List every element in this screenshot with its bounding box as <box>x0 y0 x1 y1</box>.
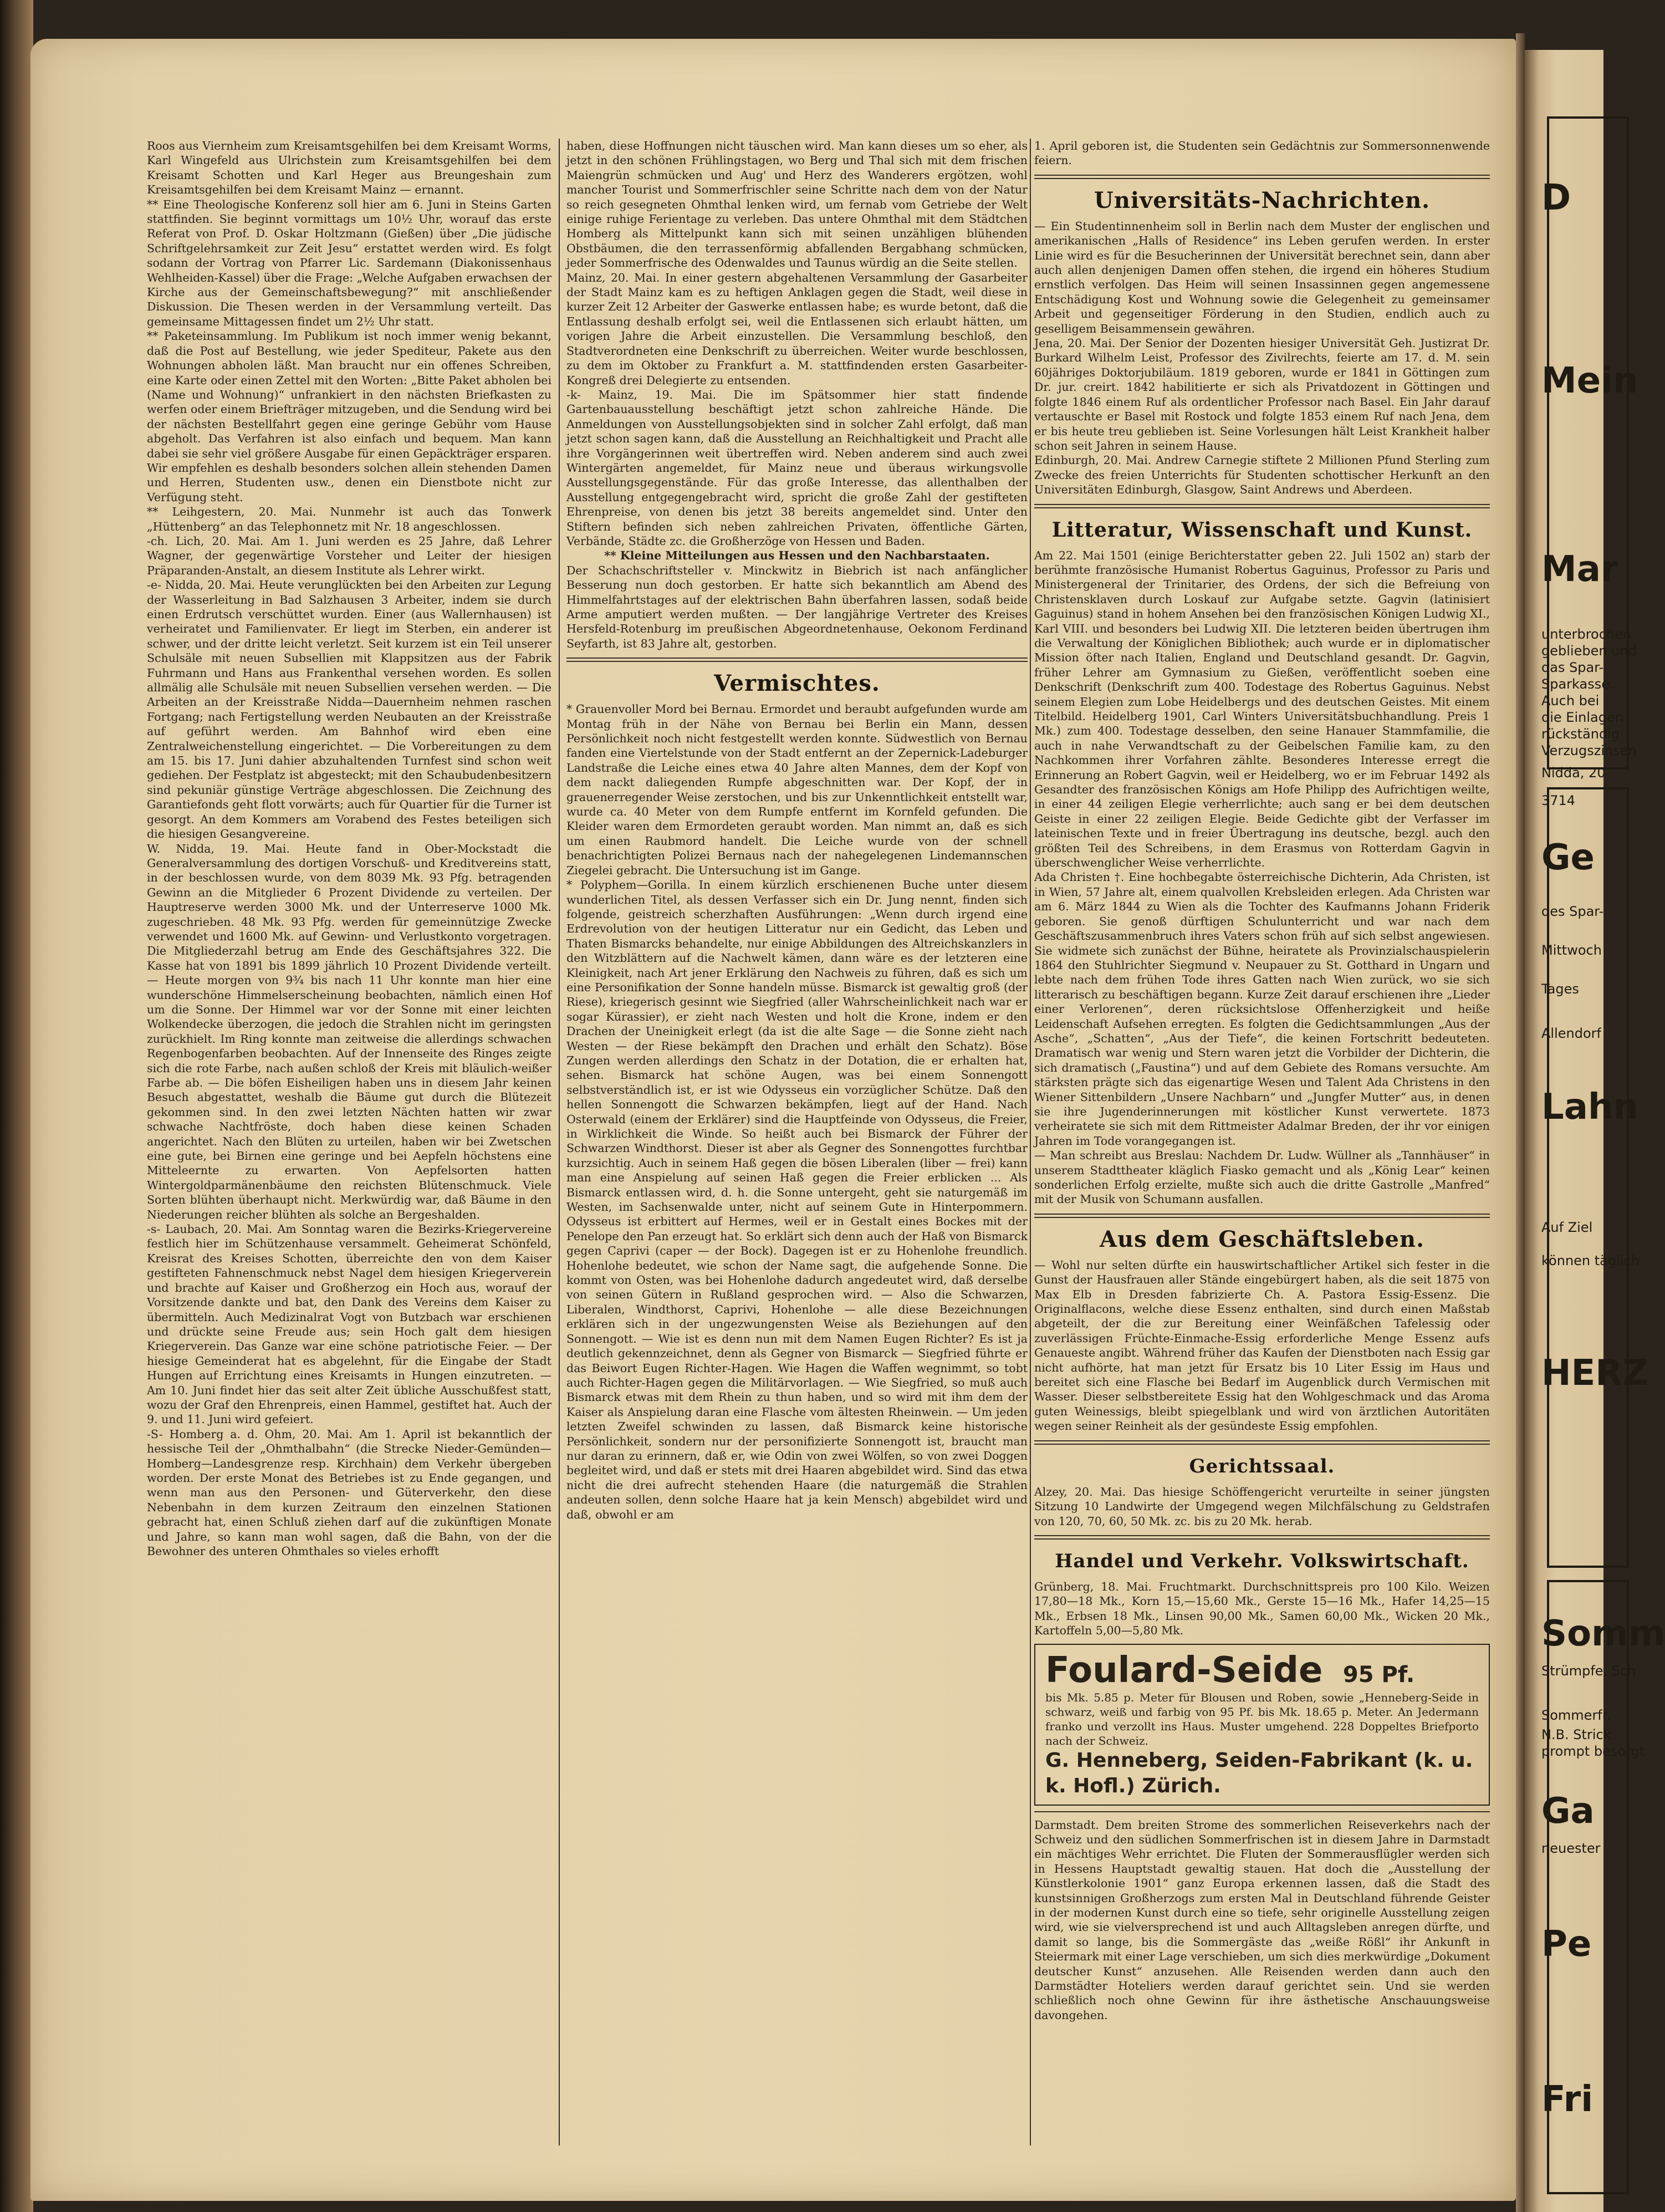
section-divider <box>566 658 1028 662</box>
adjacent-text: rückständig <box>1541 726 1620 742</box>
article-text: -ch. Lich, 20. Mai. Am 1. Juni werden es 25 Jahre, daß Lehrer Wagner, der gegenwärtige Vorsteher und Leiter der hiesigen Präparanden-Anstalt, an diesem Institute als Lehrer wirkt. <box>147 534 551 577</box>
article-text: Mainz, 20. Mai. In einer gestern abgehaltenen Versammlung der Gasarbeiter der Stadt Mainz kam es zu heftigen Anklagen gegen die Stadt, weil diese in kurzer Zeit 12 Arbeiter der Gaswerke entlassen habe; es wurde betont, daß die Entlassung deshalb erfolgt sei, weil die Entlassenen sich erlaubt hätten, um vorigen Jahre die Arbeit einzustellen. Die Versammlung beschloß, den Stadtverordneten eine Denkschrift zu überreichen. Weiter wurde beschlossen, zu dem im Oktober zu Frankfurt a. M. stattfindenden ersten Gasarbeiter-Kongreß drei Delegierte zu entsenden. <box>566 271 1028 387</box>
article-text: Roos aus Viernheim zum Kreisamtsgehilfen bei dem Kreisamt Worms, Karl Wingefeld aus Ulrichstein zum Kreisamtsgehilfen bei dem Kreisamt Schotten und Karl Heger aus Breungeshain zum Kreisamtsgehilfen bei dem Kreisamt Mainz — ernannt. <box>147 139 551 197</box>
section-divider <box>1034 1811 1490 1812</box>
adjacent-text: Nidda, 20 <box>1541 765 1606 781</box>
adjacent-text: Pe <box>1541 1924 1592 1965</box>
article-text: 1. April geboren ist, die Studenten sein Gedächtnis zur Sommersonnenwende feiern. <box>1034 139 1490 167</box>
article-text: haben, diese Hoffnungen nicht täuschen wird. Man kann dieses um so eher, als jetzt in den schönen Frühlingstagen, wo Berg und Thal sich mit dem frischen Maiengrün schmücken und Aug' und Herz des Wanderers ergötzen, wohl mancher Tourist und Sommerfrischler seine Schritte nach dem von der Natur so reich gesegneten Ohmthal lenken wird, um fernab vom Getriebe der Welt einige ruhige Ferientage zu verleben. Das untere Ohmthal mit dem Städtchen Homberg als Mittelpunkt kann sich mit seinen unzähligen blühenden Obstbäumen, die den terrassenförmig abfallenden Bergabhang schmücken, jeder Sommerfrische des Odenwaldes und Taunus würdig an die Seite stellen. <box>566 139 1028 270</box>
adjacent-text: Mar <box>1541 549 1618 590</box>
section-divider <box>1034 1535 1490 1540</box>
adjacent-text: Somm <box>1541 1613 1665 1654</box>
article-text: W. Nidda, 19. Mai. Heute fand in Ober-Mockstadt die Generalversammlung des dortigen Vorschuß- und Kreditvereins statt, in der beschlossen wurde, von dem 8039 Mk. 93 Pfg. betragenden Gewinn an die Mitglieder 6 Prozent Dividende zu verteilen. Der Hauptreserve werden 3000 Mk. und der Unterreserve 1000 Mk. zugeschrieben. 48 Mk. 93 Pfg. werden für gemeinnützige Zwecke verwendet und 1600 Mk. auf Gewinn- und Verlustkonto vorgetragen. Die Mitgliederzahl betrug am Ende des Geschäftsjahres 322. Die Kasse hat von 1891 bis 1899 jährlich 10 Prozent Dividende verteilt. — Heute morgen von 9¾ bis nach 11 Uhr konnte man hier eine wunderschöne Himmelserscheinung beobachten, nämlich einen Hof um die Sonne. Der Himmel war vor der Sonne mit einer leichten Wolkendecke überzogen, die jedoch die Strahlen nicht im geringsten zurückhielt. Im Ring konnte man zeitweise die allerdings schwachen Regenbogenfarben beobachten. Auf der Innenseite des Ringes zeigte sich die rote Farbe, nach außen schloß der Kreis mit bläulich-weißer Farbe ab. — Die böfen Eisheiligen haben uns in diesem Jahr keinen Besuch abgestattet, weshalb die Bäume gut durch die Blütezeit gekommen sind. In den zwei letzten Nächten hatten wir zwar schwache Nachtfröste, doch haben diese keinen Schaden angerichtet. Nach den Blüten zu urteilen, haben wir bei Zwetschen eine gute, bei Birnen eine geringe und bei Aepfeln höchstens eine Mitteleernte zu erwarten. Von Aepfelsorten hatten Wintergoldparmänenbäume den reichsten Blütenschmuck. Viele Sorten blühten überhaupt nicht. Merkwürdig war, daß Bäume in den Niederungen reicher blühten als solche an Bergeshalden. <box>147 842 551 1221</box>
article-text: Edinburgh, 20. Mai. Andrew Carnegie stiftete 2 Millionen Pfund Sterling zum Zwecke des freien Unterrichts für Studenten schottischer Herkunft an den Universitäten Edinburgh, Glasgow, Saint Andrews und Aberdeen. <box>1034 453 1490 497</box>
article-text: ** Leihgestern, 20. Mai. Nunmehr ist auch das Tonwerk „Hüttenberg“ an das Telephonnetz mit Nr. 18 angeschlossen. <box>147 505 551 533</box>
adjacent-text: des Spar- <box>1541 904 1604 919</box>
adjacent-text: Sommerfr. <box>1541 1708 1611 1723</box>
article-text: Am 22. Mai 1501 (einige Berichterstatter geben 22. Juli 1502 an) starb der berühmte französische Humanist Robertus Gaguinus, Professor zu Paris und Ministergeneral der Trinitarier, des Ordens, der sich die Befreiung von Christensklaven durch Loskauf zur Aufgabe setzte. Gagvin (latinisiert Gaguinus) stand in hohem Ansehen bei den französischen Königen Ludwig XI., Karl VIII. und besonders bei Ludwig XII. Die letzteren beiden übertrugen ihm die Verwaltung der Königlichen Bibliothek; auch wurde er in diplomatischer Mission öfter nach Italien, England und Deutschland gesandt. Dr. Gagvin, früher Lehrer am Gymnasium zu Gießen, veröffentlicht soeben eine Denkschrift (Denkschrift zum 400. Todestage des Robertus Gaguinus. Nebst seinem Elegien zum Lobe Heidelbergs und des deutschen Geistes. Mit einem Titelbild. Heidelberg 1901, Carl Winters Universitätsbuchhandlung. Preis 1 Mk.) zum 400. Todestage desselben, den seine Hanauer Stammfamilie, die auch in nahe Verwandtschaft zu der Geibelschen Familie kam, zu den Nachkommen ihrer Vorfahren zählte. Besonderes Interesse erregt die Erinnerung an Robert Gagvin, weil er Heidelberg, wo er im Februar 1492 als Gesandter des französischen Königs am Hofe Philipp des Aufrichtigen weilte, in einer 44 zeiligen Elegie verherrlichte; auch sang er bei dem deutschen Geiste in einer 22 zeiligen Elegie. Beide Gedichte gibt der Verfasser im lateinischen Texte und in freier Übertragung ins deutsche, bezgl. auch den größten Teil des Schreibens, in dem Erasmus von Rotterdam Gagvin in überschwenglicher Weise verherrlichte. <box>1034 548 1490 870</box>
article-text: -k- Mainz, 19. Mai. Die im Spätsommer hier statt findende Gartenbauausstellung beschäftigt jetzt schon zahlreiche Hände. Die Anmeldungen von Ausstellungsobjekten sind in solcher Zahl erfolgt, daß man jetzt schon sagen kann, daß die Ausstellung an Reichhaltigkeit und Pracht alle ihre Vorgängerinnen weit übertreffen wird. Neben anderem sind auch zwei Wintergärten angemeldet, für Mainz neue und überaus wirkungsvolle Ausstellungsgegenstände. Für das große Interesse, das allenthalben der Ausstellung entgegengebracht wird, spricht die große Zahl der gestifteten Ehrenpreise, von denen bis jetzt 38 bereits angemeldet sind. Unter den Stiftern befinden sich neben zahlreichen Privaten, öffentliche Gärten, Verbände, Städte zc. die Großherzöge von Hessen und Baden. <box>566 388 1028 548</box>
adjacent-text: Mittwoch <box>1541 942 1602 958</box>
adjacent-text: N.B. Strick <box>1541 1727 1611 1742</box>
section-title-litteratur: Litteratur, Wissenschaft und Kunst. <box>1051 518 1473 542</box>
adjacent-text: Allendorf <box>1541 1026 1601 1041</box>
article-text: Ada Christen †. Eine hochbegabte österreichische Dichterin, Ada Christen, ist in Wien, 57 Jahre alt, einem qualvollen Krebsleiden erlegen. Ada Christen war am 6. März 1844 zu Wien als die Tochter des Kaufmanns Johann Friderik geboren. Sie genoß dürftigen Schulunterricht und war nach dem Geschäftszusammenbruch ihres Vaters schon früh auf sich selbst angewiesen. Sie widmete sich zunächst der Bühne, heiratete als Provinzialschauspielerin 1864 den Stuhlrichter Siegmund v. Neupauer zu St. Gotthard in Ungarn und lebte nach dem frühen Tode ihres Gatten nach Wien zurück, wo sie sich litterarisch zu beschäftigen begann. Kurze Zeit darauf erschienen ihre „Lieder einer Verlorenen“, deren rücksichtslose Offenherzigkeit und heiße Leidenschaft Aufsehen erregten. Es folgten die Gedichtsammlungen „Aus der Asche“, „Schatten“, „Aus der Tiefe“, die keinen Fortschritt bedeuteten. Dramatisch war wenig und Stern waren jetzt die Vorbilder der Dichterin, die sich dramatisch („Faustina“) und auf dem Gebiete des Romans versuchte. Am stärksten prägte sich das eigenartige Wesen und Talent Ada Christens in den Wiener Sittenbildern „Unsere Nachbarn“ und „Jungfer Mutter“ aus, in denen sie ihre Jugenderinnerungen mit köstlicher Kunst verwertete. 1873 verheiratete sie sich mit dem Rittmeister Adalmar Breden, der ihr vor einigen Jahren im Tode vorangegangen ist. <box>1034 870 1490 1148</box>
section-title-vermischtes: Vermischtes. <box>714 670 880 697</box>
ad-text: bis Mk. 5.85 p. Meter für Blousen und Roben, sowie „Henneberg-Seide in schwarz, weiß und farbig von 95 Pf. bis Mk. 18.65 p. Meter. An Jedermann franko und verzollt ins Haus. Muster umgehend. 228 Doppeltes Briefporto nach der Schweiz. <box>1045 1690 1479 1747</box>
article-text: * Polyphem—Gorilla. In einem kürzlich erschienenen Buche unter diesem wunderlichen Titel, als dessen Verfasser sich ein Dr. Jung nennt, finden sich folgende, geistreich scherzhaften Ausführungen: „Wenn durch irgend eine Erdrevolution von der heutigen Litteratur nur ein Gedicht, das Leben und Thaten Bismarcks behandelte, nur einige Abbildungen des Altreichskanzlers in den Witzblättern auf die Nachwelt kämen, dann wäre es der letzteren eine Kleinigkeit, nach Art jener Erklärung den Nachweis zu führen, daß es sich um eine Personifikation der Sonne handeln müsse. Bismarck ist gewaltig groß (der Riese), kriegerisch gesinnt wie Siegfried (aller Wahrscheinlichkeit nach war er sogar Kürassier), er zieht nach Westen und holt die Krone, indem er den Drachen der Uneinigkeit erlegt (da ist die alte Sage — die Sonne zieht nach Westen — der Riese bekämpft den Drachen und erhält den Schatz). Böse Zungen werden allerdings den Schatz in der Dotation, die er erhalten hat, sehen. Bismarck hat schöne Augen, was bei einem Sonnengott selbstverständlich ist, er ist wie Odysseus ein vorzüglicher Schütze. Daß den hellen Sonnengott die Schwarzen bekämpfen, liegt auf der Hand. Nach Osterwald (einem der Erklärer) sind die Hauptfeinde von Odysseus, die Freier, in Wirklichkeit die Winde. So heißt auch bei Bismarck der Führer der Schwarzen Windthorst. Dieser ist aber als Gegner des Sonnengottes furchtbar kurzsichtig. Auch in seinem Haß gegen die bösen Liberalen (liber — frei) kann man eine Anspielung auf seinen Haß gegen die Freier erblicken ... Als Bismarck entlassen wird, d. h. die Sonne untergeht, geht sie naturgemäß im Westen, im Sachsenwalde unter, nicht auf seinem Gute in Hinterpommern. Odysseus ist erbittert auf Hermes, weil er in Gestalt eines Bockes mit der Penelope den Pan erzeugt hat. So erklärt sich denn auch der Haß von Bismarck gegen Caprivi (caper — der Bock). Dagegen ist er zu Hohenlohe freundlich. Hohenlohe bedeutet, wie schon der Name sagt, die aufgehende Sonne. Die kommt von Osten, was bei Hohenlohe dadurch angedeutet wird, daß derselbe von seinen Gütern in Rußland gesprochen wird. — Also die Schwarzen, Liberalen, Windthorst, Caprivi, Hohenlohe — alle diese Bezeichnungen erklären sich in der ungezwungensten Weise als Beziehungen auf den Sonnengott. — Wie ist es denn nun mit dem Namen Eugen Richter? Es ist ja deutlich gekennzeichnet, denn als Gegner von Bismarck — Siegfried führte er das Beiwort Eugen Richter-Hagen. Wie Hagen die Waffen wegnimmt, so tobt auch Richter-Hagen gegen die Militärvorlagen. — Wie Siegfried, so muß auch Bismarck etwas mit dem Rhein zu thun haben, und so wird mit ihm dem der Kaiser als Anspielung daran eine Flasche vom ältesten Rheinwein. — Um jeden letzten Zweifel schwinden zu lassen, daß Bismarck keine historische Persönlichkeit, sondern nur der personifizierte Sonnengott ist, braucht man nur daran zu erinnern, daß er, wie Odin von zwei Wölfen, so von zwei Doggen begleitet wird, und daß er stets mit drei Haaren abgebildet wird. Sind das etwa nicht die drei aufrecht stehenden Haare (die naturgemäß die Strahlen andeuten sollen, denn solche Haare hat ja kein Mensch) abgebildet wird und daß, obwohl er am <box>566 878 1028 1521</box>
article-text: -e- Nidda, 20. Mai. Heute verunglückten bei den Arbeiten zur Legung der Wasserleitung in Bad Salzhausen 3 Arbeiter, indem sie durch einen Erdrutsch verschüttet wurden. Einer (aus Wallernhausen) ist verheiratet und Familienvater. Er liegt im Sterben, ein anderer ist schwer, und der dritte leicht verletzt. Seit kurzem ist ein Teil unserer Schulsäle mit neuen Subsellien mit Klappsitzen aus der Fabrik Fuhrmann und Hans aus Frankenthal versehen worden. Es sollen allmälig alle Schulsäle mit neuen Subsellien versehen werden. — Die Arbeiten an der Kreisstraße Nidda—Dauernheim nehmen raschen Fortgang; nach Fertigstellung werden Neubauten an der Kreisstraße auf geführt werden. Am Bahnhof wird eben eine Zentralweichenstellung eingerichtet. — Die Vorbereitungen zu dem am 15. bis 17. Juni dahier abzuhaltenden Turnfest sind schon weit gediehen. Der Festplatz ist abgesteckt; mit den Schaubudenbesitzern sind pekuniär günstige Verträge abgeschlossen. Die Zeichnung des Garantiefonds geht flott vorwärts; auch für Quartier für die Turner ist gesorgt. An dem Kommers am Vorabend des Festes beteiligen sich die hiesigen Gesangvereine. <box>147 578 551 841</box>
adjacent-text: Verzugszinsen <box>1541 743 1637 758</box>
section-title-gerichtssaal: Gerichtssaal. <box>1189 1455 1335 1477</box>
article-text: — Man schreibt aus Breslau: Nachdem Dr. Ludw. Wüllner als „Tannhäuser“ in unserem Stadttheater kläglich Fiasko gemacht und als „König Lear“ keinen sonderlichen Erfolg erzielte, mußte sich auch die dritte Gastrolle „Manfred“ mit der Musik von Schumann ausfallen. <box>1034 1149 1490 1206</box>
adjacent-text: D <box>1541 177 1571 218</box>
column-rule <box>559 139 560 2145</box>
page-edge <box>1516 33 1525 2212</box>
column-1 <box>147 139 551 1558</box>
adjacent-text: Strümpfe, Sch <box>1541 1663 1636 1679</box>
ad-firm: G. Henneberg, Seiden-Fabrikant (k. u. k. Hofl.) Zürich. <box>1045 1749 1473 1797</box>
article-text: Darmstadt. Dem breiten Strome des sommerlichen Reiseverkehrs nach der Schweiz und den südlichen Sommerfrischen ist in diesem Jahre in Darmstadt ein mächtiges Wehr errichtet. Die Fluten der Sommerausflügler werden sich in Hessens Hauptstadt gewaltig stauen. Hat doch die „Ausstellung der Künstlerkolonie 1901“ ganz Europa erkennen lassen, daß die Stadt des kunstsinnigen Großherzogs zum ersten Mal in Deutschland führende Geister in der modernen Kunst durch eine so tiefe, sehr originelle Ausstellung zeigen wird, wie sie vielversprechend ist und auch Alltagsleben anregen dürfte, und damit so lange, bis die Sommergäste das „weiße Rößl“ ihr Ankunft in Steiermark mit einer Lage verschieben, um sich dies merkwürdige „Dokument deutscher Kunst“ anzusehen. Alle Reisenden werden dann auch den Darmstädter Hoteliers werden darauf gerichtet sein. Und sie werden schließlich noch ohne Gewinn für ihre ästhetische Anschauungsweise davongehen. <box>1034 1818 1490 2022</box>
adjacent-text: geblieben und <box>1541 643 1637 659</box>
adjacent-text: 3714 <box>1541 793 1576 808</box>
adjacent-text: prompt besorgt <box>1541 1744 1645 1759</box>
section-title-handel-und-verkehr: Handel und Verkehr. Volkswirtschaft. <box>1055 1550 1469 1572</box>
column-rule <box>1030 139 1031 2145</box>
ad-price: 95 Pf. <box>1342 1661 1415 1688</box>
adjacent-text: unterbrochen <box>1541 626 1632 642</box>
article-text: — Ein Studentinnenheim soll in Berlin nach dem Muster der englischen und amerikanischen „Halls of Residence“ ins Leben gerufen werden. In erster Linie wird es für die Besucherinnen der Universität berechnet sein, dann aber auch allen denjenigen Damen offen stehen, die irgend ein höheres Studium ernstlich verfolgen. Das Heim will seinen Insassinnen gegen angemessene Entschädigung Kost und Wohnung sowie die Gelegenheit zu gemeinsamer Arbeit und gegenseitiger Förderung in den Studien, endlich auch zu geselligem Beisammensein gewähren. <box>1034 219 1490 335</box>
adjacent-text: Lahn <box>1541 1087 1639 1128</box>
adjacent-text: Ga <box>1541 1791 1595 1832</box>
adjacent-text: Fri <box>1541 2079 1594 2120</box>
article-text: Alzey, 20. Mai. Das hiesige Schöffengericht verurteilte in seiner jüngsten Sitzung 10 Landwirte der Umgegend wegen Milchfälschung zu Geldstrafen von 120, 70, 60, 50 Mk. zc. bis zu 20 Mk. herab. <box>1034 1485 1490 1528</box>
adjacent-text: Auf Ziel <box>1541 1220 1593 1235</box>
column-3 <box>1034 139 1490 2022</box>
article-text: Jena, 20. Mai. Der Senior der Dozenten hiesiger Universität Geh. Justizrat Dr. Burkard Wilhelm Leist, Professor des Zivilrechts, feierte am 17. d. M. sein 60jähriges Doktorjubiläum. 1819 geboren, wurde er 1841 in Göttingen zum Dr. jur. creirt. 1842 habilitierte er sich als Privatdozent in Göttingen und folgte 1846 einem Ruf als ordentlicher Professor nach Basel. Ein Jahr darauf vertauschte er Basel mit Rostock und folgte 1853 einem Ruf nach Jena, dem er bis heute treu geblieben ist. Seine Vorlesungen hält Leist Krankheit halber schon seit Jahren in seinem Hause. <box>1034 337 1490 452</box>
adjacent-text: können täglich <box>1541 1253 1640 1268</box>
article-text: ** Paketeinsammlung. Im Publikum ist noch immer wenig bekannt, daß die Post auf Bestellung, wie jeder Spediteur, Pakete aus den Wohnungen abholen läßt. Man braucht nur ein offenes Schreiben, eine Karte oder einen Zettel mit den Worten: „Bitte Paket abholen bei (Name und Wohnung)“ unfrankiert in den nächsten Briefkasten zu werfen oder einem Briefträger mitzugeben, und die Sendung wird bei der nächsten Bestellfahrt gegen eine geringe Gebühr vom Hause abgeholt. Das Verfahren ist also einfach und bequem. Man kann dabei sie sehr viel größere Ausgabe für einen Gepäckträger ersparen. Wir empfehlen es deshalb besonders solchen allein stehenden Damen und Herren, Studenten usw., denen ein Dienstbote nicht zur Verfügung steht. <box>147 329 551 504</box>
section-divider <box>1034 175 1490 179</box>
adjacent-text: Auch bei <box>1541 693 1600 709</box>
book-binding <box>0 0 33 2212</box>
article-text: Grünberg, 18. Mai. Fruchtmarkt. Durchschnittspreis pro 100 Kilo. Weizen 17,80—18 Mk., Korn 15,—15,60 Mk., Gerste 15—16 Mk., Hafer 14,25—15 Mk., Erbsen 18 Mk., Linsen 90,00 Mk., Samen 60,00 Mk., Wicken 20 Mk., Kartoffeln 5,00—5,80 Mk. <box>1034 1579 1490 1638</box>
section-divider <box>1034 1440 1490 1445</box>
subsection-title: ** Kleine Mitteilungen aus Hessen und den Nachbarstaaten. <box>604 549 990 563</box>
adjacent-text: Tages <box>1541 981 1579 997</box>
advertisement-foulard-seide <box>1034 1644 1490 1806</box>
section-title-geschaeftsleben: Aus dem Geschäftsleben. <box>1100 1226 1424 1252</box>
article-text: — Wohl nur selten dürfte ein hauswirtschaftlicher Artikel sich fester in die Gunst der Hausfrauen aller Stände eingebürgert haben, als die seit 1875 von Max Elb in Dresden fabrizierte Ch. A. Pastora Essig-Essenz. Die Originalflacons, welche diese Essenz enthalten, sind durch einen Maßstab abgeteilt, der die zur Bereitung einer Weinfäßchen Tafelessig oder zuverlässigen Früchte-Einmache-Essig erforderliche Menge Essenz aufs Genaueste angibt. Während früher das Kaufen der Dienstboten nach Essig gar nicht aufhörte, hat man jetzt für Ersatz bis 10 Liter Essig im Haus und bereitet sich eine Flasche bei Bedarf im Augenblick durch Vermischen mit Wasser. Dieser selbstbereitete Essig hat den Wohlgeschmack und das Aroma guten Weinessigs, bleibt spiegelblank und wird von ärztlichen Autoritäten wegen seiner Reinheit als der gesündeste Essig empfohlen. <box>1034 1258 1490 1433</box>
adjacent-text: neuester <box>1541 1841 1601 1856</box>
article-text: -s- Laubach, 20. Mai. Am Sonntag waren die Bezirks-Kriegervereine festlich hier im Schützenhause versammelt. Geheimerat Schönfeld, Kreisrat des Kreises Schotten, überreichte den von dem Kaiser gestifteten Fahnenschmuck nebst Nagel dem hiesigen Kriegerverein und brachte auf Kaiser und Großherzog ein Hoch aus, worauf der Vorsitzende dankte und bat, den Dank des Vereins dem Kaiser zu übermitteln. Auch Medizinalrat Vogt von Butzbach war erschienen und drückte seine Freude aus; sein Hoch galt dem hiesigen Kriegerverein. Das Ganze war eine schöne patriotische Feier. — Der hiesige Gemeinderat hat es abgelehnt, für die Eingabe der Stadt Hungen auf Errichtung eines Kreisamts in Hungen einzutreten. — Am 10. Juni findet hier das seit alter Zeit übliche Ausschußfest statt, wozu der Graf den Ehrenpreis, einen Hammel, gestiftet hat. Auch der 9. und 11. Juni wird gefeiert. <box>147 1222 551 1426</box>
column-2 <box>566 139 1028 1522</box>
adjacent-page-strip <box>1525 50 1665 2212</box>
article-text: ** Eine Theologische Konferenz soll hier am 6. Juni in Steins Garten stattfinden. Sie beginnt vormittags um 10½ Uhr, worauf das erste Referat von Prof. D. Oskar Holtzmann (Gießen) über „Die jüdische Schriftgelehrsamkeit zur Zeit Jesu“ erstattet werden wird. Es folgt sodann der Vortrag von Pfarrer Lic. Sardemann (Diakonissenhaus Wehlheiden-Kassel) über die Frage: „Welche Aufgaben erwachsen der Kirche aus der Gemeinschaftsbewegung?“ mit anschließender Diskussion. Die Thesen werden in der Versammlung verteilt. Das gemeinsame Mittagessen findet um 2½ Uhr statt. <box>147 197 551 328</box>
adjacent-text: Sparkasse. <box>1541 676 1614 692</box>
ad-headline: Foulard-Seide <box>1045 1649 1323 1691</box>
section-divider <box>1034 504 1490 508</box>
adjacent-text: das Spar- <box>1541 660 1604 675</box>
section-title-universitaets-nachrichten: Universitäts-Nachrichten. <box>1094 187 1431 213</box>
adjacent-text: Mein <box>1541 360 1638 401</box>
article-text: Der Schachschriftsteller v. Minckwitz in Biebrich ist nach anfänglicher Besserung nun doch gestorben. Er hatte sich bekanntlich am Abend des Himmelfahrtstages auf der elektrischen Bahn überfahren lassen, sodaß beide Arme amputiert werden mußten. — Der langjährige Vertreter des Kreises Hersfeld-Rotenburg im preußischen Abgeordnetenhause, Oekonom Ferdinand Seyfarth, ist 83 Jahre alt, gestorben. <box>566 563 1028 650</box>
section-divider <box>1034 1214 1490 1218</box>
article-text: * Grauenvoller Mord bei Bernau. Ermordet und beraubt aufgefunden wurde am Montag früh in der Nähe von Bernau bei Berlin ein Mann, dessen Persönlichkeit noch nicht festgestellt werden konnte. Südwestlich von Bernau fanden eine Viertelstunde von der Stadt entfernt an der Zepernick-Ladeburger Landstraße die Leiche eines etwa 40 Jahre alten Mannes, dem der Kopf von dem nackt daliegenden Rumpfe abgeschnitten war. Der Kopf, der in grauenerregender Weise zerstochen, und bis zur Unkenntlichkeit entstellt war, wurde ca. 40 Meter von dem Rumpfe entfernt im Kornfeld gefunden. Die Kleider waren dem Ermordeten geraubt worden. Man nimmt an, daß es sich um einen Raubmord handelt. Die Leiche wurde von der schnell benachrichtigten Polizei Bernaus nach der nahegelegenen Lindemannschen Ziegelei gebracht. Die Untersuchung ist im Gange. <box>566 702 1028 877</box>
adjacent-text: Ge <box>1541 837 1595 878</box>
adjacent-text: die Einlagen <box>1541 710 1623 725</box>
adjacent-text: HERZ <box>1541 1353 1648 1394</box>
article-text: -S- Homberg a. d. Ohm, 20. Mai. Am 1. April ist bekanntlich der hessische Teil der „Ohmthalbahn“ (die Strecke Nieder-Gemünden—Homberg—Landesgrenze resp. Kirchhain) dem Verkehr übergeben worden. Der erste Monat des Betriebes ist zu Ende gegangen, und wenn man aus den Personen- und Güterverkehr, den diese Nebenbahn in dem kurzen Zeitraum den einzelnen Stationen gebracht hat, einen Schluß ziehen darf auf die zukünftigen Monate und Jahre, so kann man wohl sagen, daß die Bahn, von der die Bewohner des unteren Ohmthales so vieles erhofft <box>147 1427 551 1558</box>
